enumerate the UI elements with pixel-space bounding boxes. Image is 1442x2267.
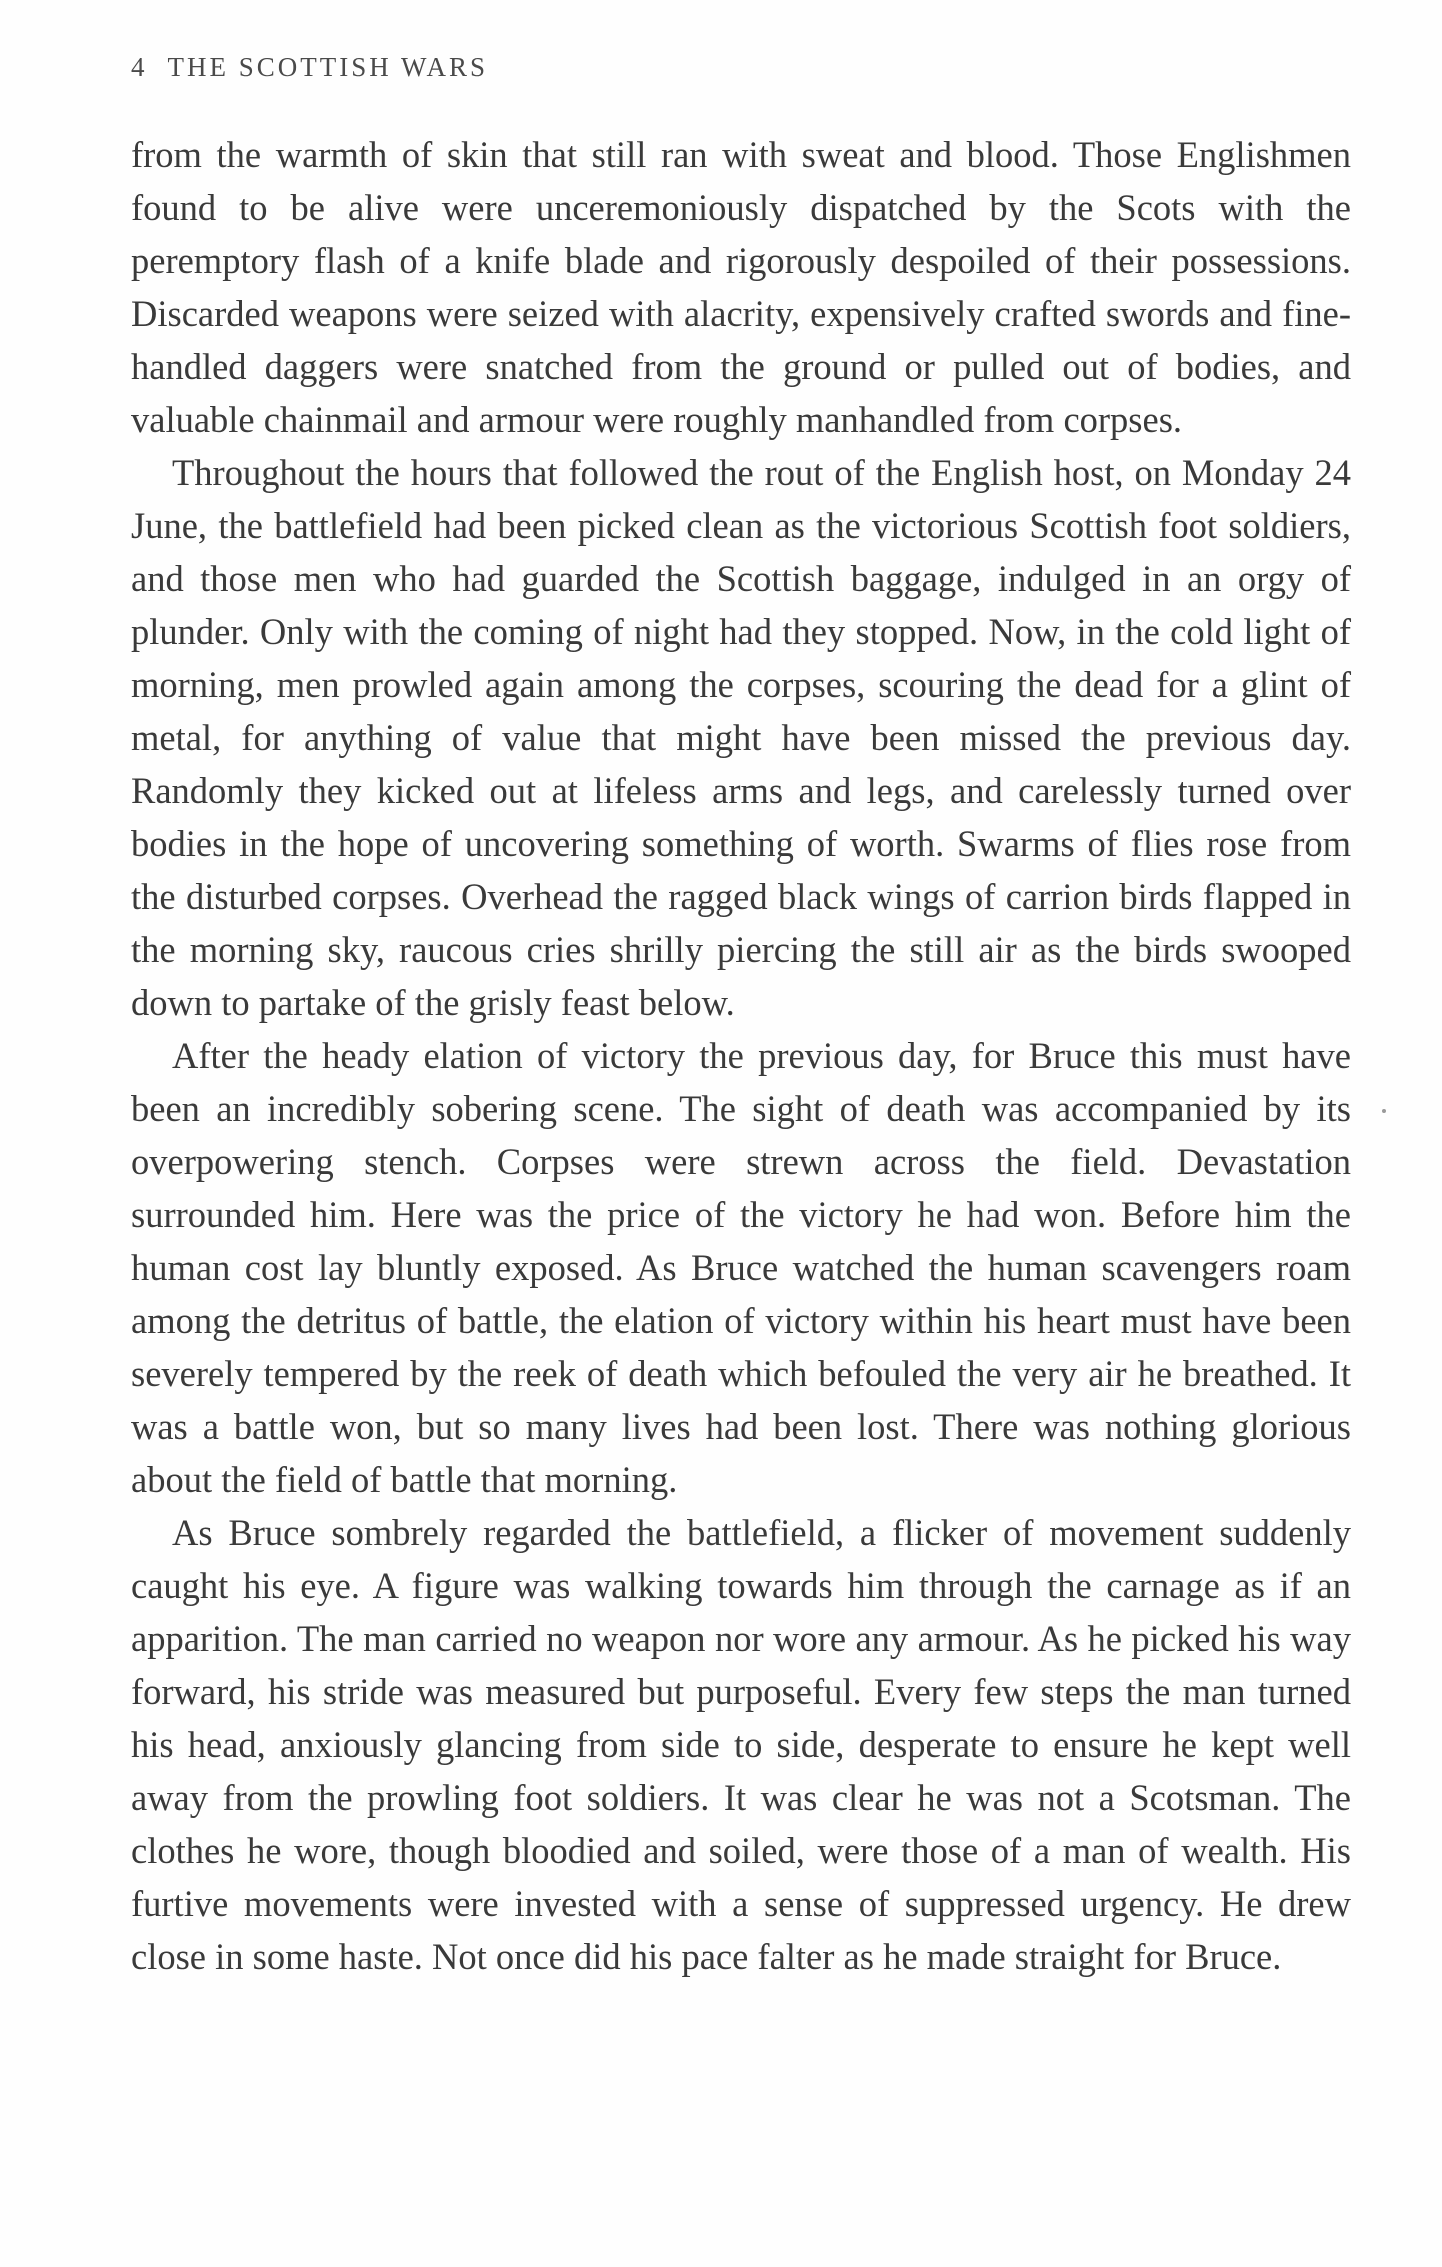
paragraph-4: As Bruce sombrely regarded the battlefield, a flicker of movement suddenly caught his eye. A figure was walking towards him through the carnage as if an apparition. The man carried no weapon nor wore any armour. As he picked his way forward, his stride was measured but purposeful. Every few steps the man turned his head, anxiously glancing from side to side, desperate to ensure he kept well away from the prowling foot soldiers. It was clear he was not a Scotsman. The clothes he wore, though bloodied and soiled, were those of a man of wealth. His furtive movements were invested with a sense of suppressed urgency. He drew close in some haste. Not once did his pace falter as he made straight for Bruce. (131, 1512, 1351, 1977)
paragraph-3: After the heady elation of victory the previous day, for Bruce this must have been an incredibly sobering scene. The sight of death was accompanied by its overpowering stench. Corpses were strewn across the field. Devastation surrounded him. Here was the price of the victory he had won. Before him the human cost lay bluntly exposed. As Bruce watched the human scavengers roam among the detritus of battle, the elation of victory within his heart must have been severely tempered by the reek of death which befouled the very air he breathed. It was a battle won, but so many lives had been lost. There was nothing glorious about the field of battle that morning. (131, 1035, 1351, 1500)
body-text (131, 128, 1351, 1983)
page-number: 4 (131, 52, 148, 82)
paragraph-1: from the warmth of skin that still ran with sweat and blood. Those Englishmen found to be alive were unceremoniously dispatched by the Scots with the peremptory flash of a knife blade and rigorously despoiled of their possessions. Discarded weapons were seized with alacrity, expensively crafted swords and fine-handled daggers were snatched from the ground or pulled out of bodies, and valuable chainmail and armour were roughly manhandled from corpses. (131, 134, 1351, 440)
scan-speck (1382, 1109, 1386, 1113)
running-head (131, 52, 488, 83)
running-title: THE SCOTTISH WARS (167, 52, 489, 82)
paragraph-2: Throughout the hours that followed the rout of the English host, on Monday 24 June, the battlefield had been picked clean as the victorious Scottish foot soldiers, and those men who had guarded the Scottish baggage, indulged in an orgy of plunder. Only with the coming of night had they stopped. Now, in the cold light of morning, men prowled again among the corpses, scouring the dead for a glint of metal, for anything of value that might have been missed the previous day. Randomly they kicked out at lifeless arms and legs, and carelessly turned over bodies in the hope of uncovering something of worth. Swarms of flies rose from the disturbed corpses. Overhead the ragged black wings of carrion birds flapped in the morning sky, raucous cries shrilly piercing the still air as the birds swooped down to partake of the grisly feast below. (131, 452, 1351, 1023)
